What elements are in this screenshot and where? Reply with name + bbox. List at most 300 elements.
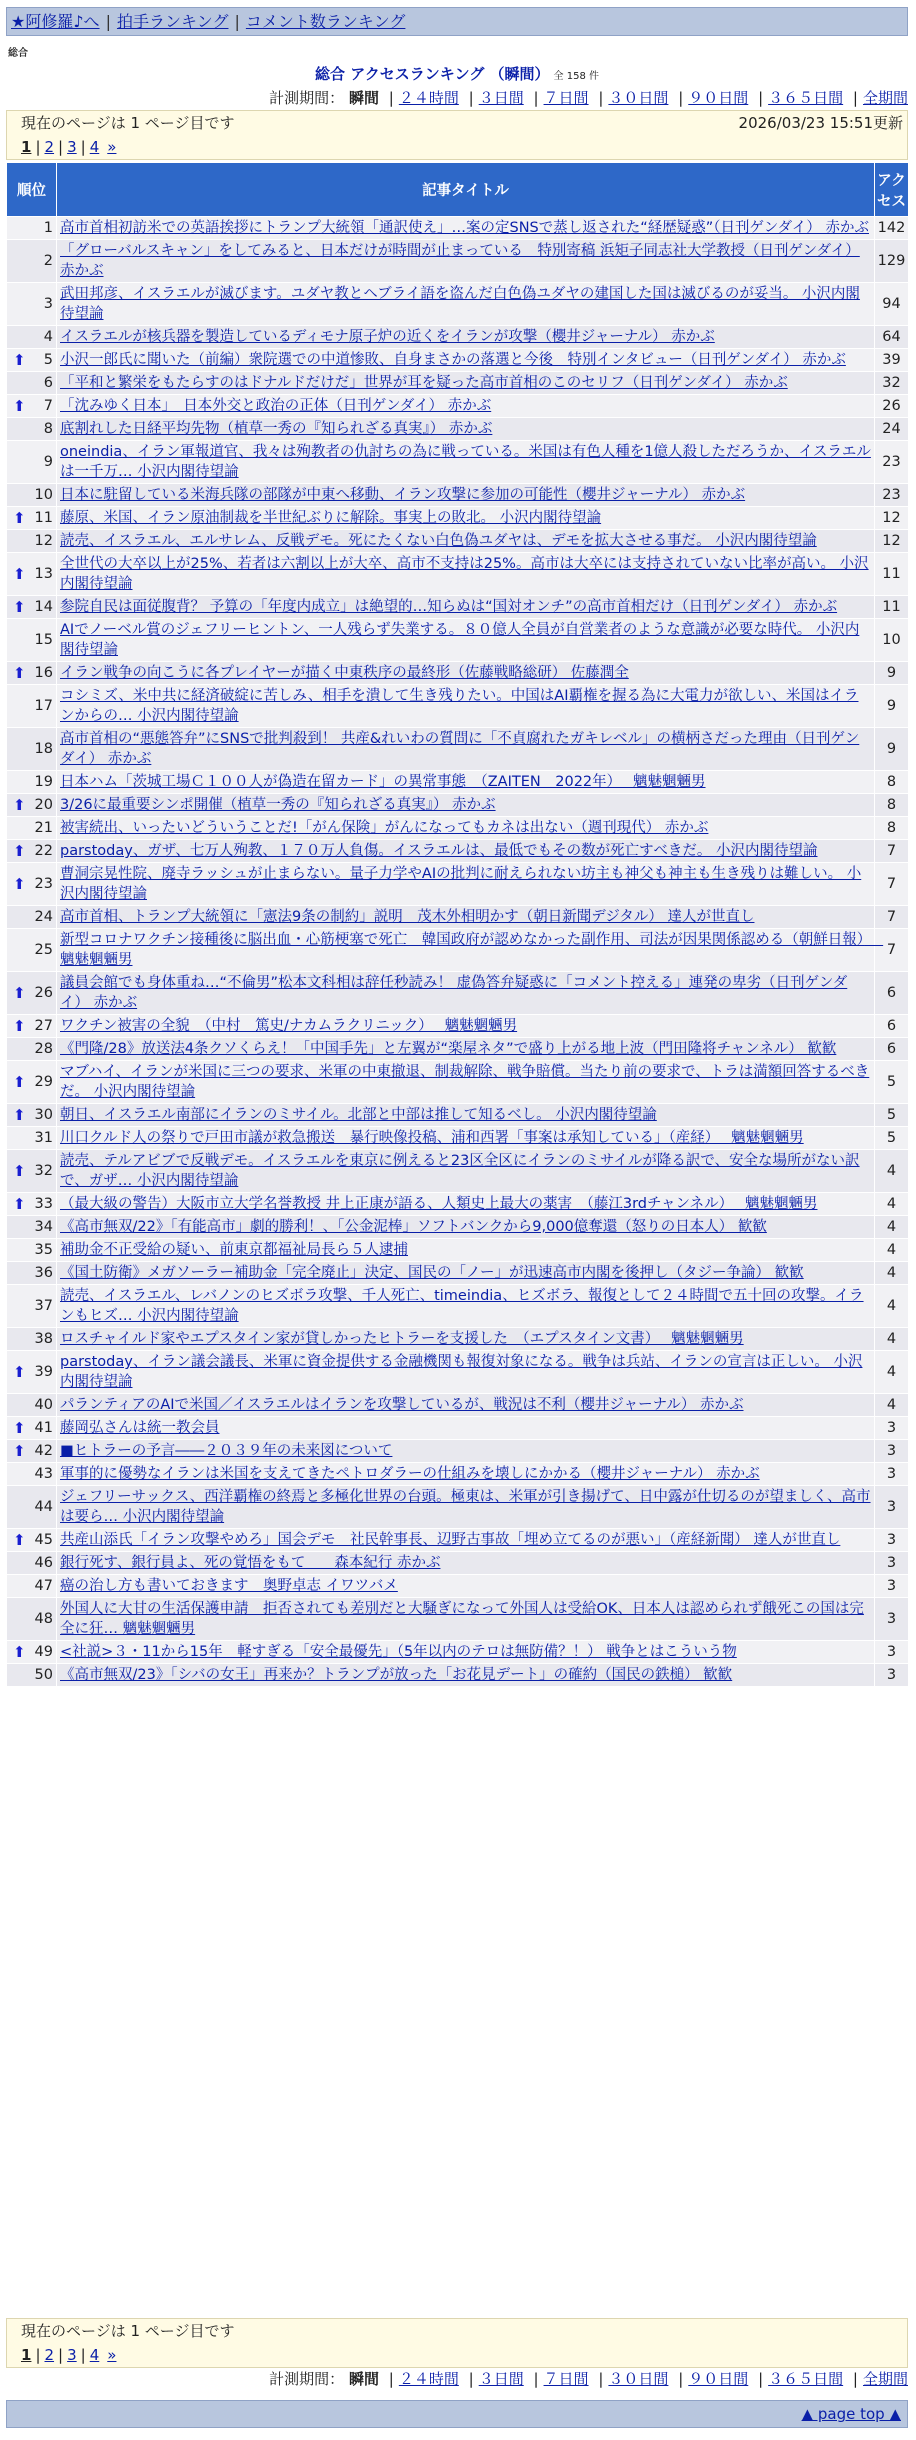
access-count: 4 xyxy=(875,1193,909,1216)
rank-cell xyxy=(7,395,57,418)
access-count: 8 xyxy=(875,794,909,817)
page-info-box-bottom xyxy=(6,2318,908,2368)
access-count: 11 xyxy=(875,553,909,596)
rank-cell xyxy=(7,817,57,840)
rank-cell xyxy=(7,1598,57,1641)
title-cell xyxy=(57,1328,875,1351)
access-count: 7 xyxy=(875,929,909,972)
rank-number: 45 xyxy=(34,1532,53,1548)
rank-cell xyxy=(7,794,57,817)
title-cell xyxy=(57,1127,875,1150)
title-cell xyxy=(57,395,875,418)
table-row xyxy=(7,771,909,794)
page-info: 現在のページは 1 ページ目です xyxy=(21,2322,235,2340)
pager-link-2[interactable]: 2 xyxy=(44,2346,55,2364)
access-count: 7 xyxy=(875,863,909,906)
rank-cell xyxy=(7,662,57,685)
title-cell xyxy=(57,596,875,619)
title-cell xyxy=(57,662,875,685)
rank-cell xyxy=(7,929,57,972)
article-title-link[interactable]: 高市首相初訪米での英語挨拶にトランプ大統領「通訳使え」…案の定SNSで蒸し返された“経歴疑惑”（日刊ゲンダイ） 赤かぶ xyxy=(60,220,869,236)
rank-cell xyxy=(7,906,57,929)
rank-cell xyxy=(7,1061,57,1104)
access-count: 7 xyxy=(875,906,909,929)
rank-number: 17 xyxy=(34,698,53,714)
rank-number: 34 xyxy=(34,1219,53,1235)
pager-link-2[interactable]: 2 xyxy=(44,138,55,156)
article-title-link[interactable]: 日本ハム「茨城工場Ｃ１００人が偽造在留カード」の異常事態 （ZAITEN 2022年） 魑魅魍魎男 xyxy=(60,774,706,790)
article-title-link[interactable]: ロスチャイルド家やエプスタイン家が貸しかったヒトラーを支援した （エプスタイン文書） 魑魅魍魎男 xyxy=(60,1331,744,1347)
title-cell xyxy=(57,1575,875,1598)
table-row xyxy=(7,906,909,929)
access-count: 12 xyxy=(875,530,909,553)
title-cell xyxy=(57,929,884,972)
rank-number: 44 xyxy=(34,1499,53,1515)
article-title-link[interactable]: 読売、テルアビブで反戦デモ。イスラエルを東京に例えると23区全区にイランのミサイルが降る訳で、安全な場所がない訳で、ガザ… 小沢内閣待望論 xyxy=(60,1153,860,1189)
access-count: 3 xyxy=(875,1598,909,1641)
title-cell xyxy=(57,217,875,240)
rank-cell xyxy=(7,507,57,530)
rank-number: 16 xyxy=(34,665,53,681)
period-link-24h[interactable]: ２４時間 xyxy=(398,2370,459,2388)
rank-number: 29 xyxy=(34,1074,53,1090)
page-top-link[interactable]: ▲ page top ▲ xyxy=(801,2405,901,2423)
table-row xyxy=(7,372,909,395)
table-row xyxy=(7,1463,909,1486)
rank-cell xyxy=(7,484,57,507)
rank-number: 6 xyxy=(43,375,53,391)
rank-number: 7 xyxy=(43,398,53,414)
article-title-link[interactable]: 「グローバルスキャン」をしてみると、日本だけが時間が止まっている 特別寄稿 浜矩子同志社大学教授（日刊ゲンダイ） 赤かぶ xyxy=(60,243,860,279)
table-row xyxy=(7,1552,909,1575)
access-count: 4 xyxy=(875,1216,909,1239)
rank-number: 13 xyxy=(34,566,53,582)
rank-cell xyxy=(7,1529,57,1552)
rank-up-arrow-icon: ⬆ xyxy=(13,1073,26,1091)
rank-up-arrow-icon: ⬆ xyxy=(13,796,26,814)
rank-cell xyxy=(7,1440,57,1463)
rank-up-arrow-icon: ⬆ xyxy=(13,664,26,682)
table-row xyxy=(7,1440,909,1463)
table-row xyxy=(7,1216,909,1239)
table-row xyxy=(7,817,909,840)
article-title-link[interactable]: 議員会館でも身体重ね…“不倫男”松本文科相は辞任秒読み！ 虚偽答弁疑惑に「コメント控える」連発の卑劣（日刊ゲンダイ） 赤かぶ xyxy=(60,975,848,1011)
access-count: 142 xyxy=(875,217,909,240)
pager-link-4[interactable]: 4 xyxy=(89,138,100,156)
table-row xyxy=(7,840,909,863)
title-cell xyxy=(57,794,875,817)
page-info-row xyxy=(7,2319,907,2343)
rank-number: 46 xyxy=(34,1555,53,1571)
rank-up-arrow-icon: ⬆ xyxy=(13,509,26,527)
period-selector-bottom: 計測期間： 瞬間 | ２４時間 | ３日間 | ７日間 | ３０日間 | ９０日間 | ３６５日間 | 全期間 xyxy=(269,2370,908,2388)
rank-cell xyxy=(7,685,57,728)
table-row xyxy=(7,217,909,240)
table-row xyxy=(7,1127,909,1150)
article-title-link[interactable]: oneindia、イラン軍報道官、我々は殉教者の仇討ちの為に戦っている。米国は有色人種を1億人殺しただろうか、イスラエルは一千万… 小沢内閣待望論 xyxy=(60,444,871,480)
article-title-link[interactable]: 読売、イスラエル、エルサレム、反戦デモ。死にたくない白色偽ユダヤは、デモを拡大させる事だ。 小沢内閣待望論 xyxy=(60,533,817,549)
table-row xyxy=(7,1486,909,1529)
title-cell xyxy=(57,1239,875,1262)
table-row xyxy=(7,1262,909,1285)
table-row xyxy=(7,484,909,507)
rank-cell xyxy=(7,217,57,240)
article-title-link[interactable]: 武田邦彦、イスラエルが滅びます。ユダヤ教とヘブライ語を盗んだ白色偽ユダヤの建国した国は滅びるのが妥当。 小沢内閣待望論 xyxy=(60,286,860,322)
access-count: 94 xyxy=(875,283,909,326)
article-title-link[interactable]: 新型コロナワクチン接種後に脳出血・心筋梗塞で死亡 韓国政府が認めなかった副作用、司法が因果関係認める（朝鮮日報） 魑魅魍魎男 xyxy=(60,932,884,968)
table-row xyxy=(7,1417,909,1440)
period-label: 計測期間： xyxy=(269,89,345,107)
period-link-24h[interactable]: ２４時間 xyxy=(398,89,459,107)
table-row xyxy=(7,1351,909,1394)
title-cell xyxy=(57,1641,875,1664)
table-row xyxy=(7,1285,909,1328)
article-title-link[interactable]: イスラエルが核兵器を製造しているディモナ原子炉の近くをイランが攻撃（櫻井ジャーナル） 赤かぶ xyxy=(60,329,715,345)
period-link-7d[interactable]: ７日間 xyxy=(543,89,589,107)
table-row xyxy=(7,1575,909,1598)
title-cell xyxy=(57,507,875,530)
table-row xyxy=(7,1038,909,1061)
article-title-link[interactable]: 日本に駐留している米海兵隊の部隊が中東へ移動、イラン攻撃に参加の可能性（櫻井ジャーナル） 赤かぶ xyxy=(60,487,746,503)
article-title-link[interactable]: 小沢一郎氏に聞いた（前編）衆院選での中道惨敗、自身まさかの落選と今後 特別インタビュー（日刊ゲンダイ） 赤かぶ xyxy=(60,352,846,368)
rank-cell xyxy=(7,1239,57,1262)
title-cell xyxy=(57,1285,875,1328)
rank-number: 14 xyxy=(34,599,53,615)
access-count: 3 xyxy=(875,1529,909,1552)
rank-number: 19 xyxy=(34,774,53,790)
article-title-link[interactable]: 朝日、イスラエル南部にイランのミサイル。北部と中部は推して知るべし。 小沢内閣待望論 xyxy=(60,1107,657,1123)
article-title-link[interactable]: ジェフリーサックス、西洋覇権の終焉と多極化世界の台頭。極東は、米軍が引き揚げて、日中露が仕切るのが望ましく、高市は要ら… 小沢内閣待望論 xyxy=(60,1489,871,1525)
access-count: 4 xyxy=(875,1328,909,1351)
rank-number: 22 xyxy=(34,843,53,859)
pager-link-3[interactable]: 3 xyxy=(67,138,77,156)
access-count: 3 xyxy=(875,1417,909,1440)
title-cell xyxy=(57,1463,875,1486)
period-current: 瞬間 xyxy=(348,89,379,107)
nav-separator: | xyxy=(234,12,240,31)
rank-number: 31 xyxy=(34,1130,53,1146)
title-cell xyxy=(57,240,875,283)
article-title-link[interactable]: 川口クルド人の祭りで戸田市議が救急搬送 暴行映像投稿、浦和西署「事案は承知している」（産経） 魑魅魍魎男 xyxy=(60,1130,804,1146)
rank-number: 35 xyxy=(34,1242,53,1258)
table-row xyxy=(7,507,909,530)
table-row xyxy=(7,863,909,906)
rank-number: 20 xyxy=(34,797,53,813)
access-count: 3 xyxy=(875,1440,909,1463)
access-count: 3 xyxy=(875,1552,909,1575)
rank-number: 49 xyxy=(34,1644,53,1660)
title-cell xyxy=(57,1193,875,1216)
period-link-3d[interactable]: ３日間 xyxy=(478,89,524,107)
article-title-link[interactable]: 「沈みゆく日本」 日本外交と政治の正体（日刊ゲンダイ） 赤かぶ xyxy=(60,398,492,414)
title-cell xyxy=(57,372,875,395)
article-title-link[interactable]: 曹洞宗晃性院、廃寺ラッシュが止まらない。量子力学やAIの批判に耐えられない坊主も神父も神主も生き残りは難しい。 小沢内閣待望論 xyxy=(60,866,862,902)
access-count: 9 xyxy=(875,662,909,685)
rank-number: 23 xyxy=(34,876,53,892)
access-count: 3 xyxy=(875,1664,909,1687)
rank-cell xyxy=(7,326,57,349)
access-count: 3 xyxy=(875,1463,909,1486)
article-title-link[interactable]: 共産山添氏「イラン攻撃やめろ」国会デモ 社民幹事長、辺野古事故「埋め立てるのが悪い」（産経新聞） 達人が世直し xyxy=(60,1532,841,1548)
rank-number: 28 xyxy=(34,1041,53,1057)
title-cell xyxy=(57,1598,875,1641)
rank-number: 9 xyxy=(43,454,53,470)
article-title-link[interactable]: 癌の治し方も書いておきます 奥野卓志 イワツバメ xyxy=(60,1578,398,1594)
page-info-box-top xyxy=(6,110,908,160)
page-title-line xyxy=(6,63,908,84)
article-title-link[interactable]: parstoday、ガザ、七万人殉教、１７０万人負傷。イスラエルは、最低でもその数が死亡すべきだ。 小沢内閣待望論 xyxy=(60,843,818,859)
rank-cell xyxy=(7,840,57,863)
article-title-link[interactable]: 全世代の大卒以上が25%、若者は六割以上が大卒、高市不支持は25%。高市は大卒には支持されていない比率が高い。 小沢内閣待望論 xyxy=(60,556,869,592)
access-count: 3 xyxy=(875,1641,909,1664)
access-count: 7 xyxy=(875,840,909,863)
article-title-link[interactable]: イラン戦争の向こうに各プレイヤーが描く中東秩序の最終形（佐藤戦略総研） 佐藤潤全 xyxy=(60,665,629,681)
table-row xyxy=(7,1328,909,1351)
rank-cell xyxy=(7,1463,57,1486)
title-cell xyxy=(57,1351,875,1394)
rank-cell xyxy=(7,418,57,441)
access-count: 11 xyxy=(875,596,909,619)
rank-number: 2 xyxy=(43,253,53,269)
period-link-7d[interactable]: ７日間 xyxy=(543,2370,589,2388)
rank-number: 41 xyxy=(34,1420,53,1436)
table-row xyxy=(7,1193,909,1216)
article-title-link[interactable]: マブハイ、イランが米国に三つの要求、米軍の中東撤退、制裁解除、戦争賠償。当たり前の要求で、トラは満額回答するべきだ。 小沢内閣待望論 xyxy=(60,1064,870,1100)
period-link-365d[interactable]: ３６５日間 xyxy=(768,89,844,107)
article-title-link[interactable]: 銀行死す、銀行員よ、死の覚悟をもて 森本紀行 赤かぶ xyxy=(60,1555,441,1571)
access-count: 129 xyxy=(875,240,909,283)
access-count: 12 xyxy=(875,507,909,530)
period-link-90d[interactable]: ９０日間 xyxy=(688,2370,749,2388)
article-title-link[interactable]: 「平和と繁栄をもたらすのはドナルドだけだ」世界が耳を疑った高市首相のこのセリフ（日刊ゲンダイ） 赤かぶ xyxy=(60,375,788,391)
title-cell xyxy=(57,1262,875,1285)
nav-link-comment-ranking[interactable]: コメント数ランキング xyxy=(245,12,406,31)
table-row xyxy=(7,972,909,1015)
rank-up-arrow-icon: ⬆ xyxy=(13,397,26,415)
rank-up-arrow-icon: ⬆ xyxy=(13,1363,26,1381)
title-cell xyxy=(57,530,875,553)
nav-link-applause-ranking[interactable]: 拍手ランキング xyxy=(116,12,229,31)
title-cell xyxy=(57,349,875,372)
article-title-link[interactable]: <社説>３・11から15年 軽すぎる「安全最優先」（5年以内のテロは無防備？！） 戦争とはこういう物 xyxy=(60,1644,737,1660)
table-row xyxy=(7,1061,909,1104)
article-title-link[interactable]: コシミズ、米中共に経済破綻に苦しみ、相手を潰して生き残りたい。中国はAI覇権を握る為に大電力が欲しい、米国はイランからの… 小沢内閣待望論 xyxy=(60,688,859,724)
rank-cell xyxy=(7,771,57,794)
article-title-link[interactable]: 参院自民は面従腹背？ 予算の「年度内成立」は絶望的…知らぬは“国対オンチ”の高市首相だけ（日刊ゲンダイ） 赤かぶ xyxy=(60,599,838,615)
access-count: 26 xyxy=(875,395,909,418)
article-title-link[interactable]: ワクチン被害の全貌 （中村 篤史/ナカムラクリニック） 魑魅魍魎男 xyxy=(60,1018,518,1034)
rank-number: 32 xyxy=(34,1163,53,1179)
period-link-all[interactable]: 全期間 xyxy=(862,89,908,107)
article-title-link[interactable]: 《高市無双/22》「有能高市」劇的勝利！、「公金泥棒」ソフトバンクから9,000億奪還（怒りの日本人） 歓歓 xyxy=(60,1219,767,1235)
access-count: 3 xyxy=(875,1486,909,1529)
rank-number: 50 xyxy=(34,1667,53,1683)
rank-up-arrow-icon: ⬆ xyxy=(13,1643,26,1661)
rank-number: 26 xyxy=(34,985,53,1001)
rank-cell xyxy=(7,1038,57,1061)
rank-number: 11 xyxy=(34,510,53,526)
rank-cell xyxy=(7,372,57,395)
period-link-30d[interactable]: ３０日間 xyxy=(608,89,669,107)
article-title-link[interactable]: 高市首相の“悪態答弁”にSNSで批判殺到！ 共産&れいわの質問に「不貞腐れたガキレベル」の横柄さだった理由（日刊ゲンダイ） 赤かぶ xyxy=(60,731,860,767)
pager-link-4[interactable]: 4 xyxy=(89,2346,100,2364)
rank-up-arrow-icon: ⬆ xyxy=(13,598,26,616)
article-title-link[interactable]: パランティアのAIで米国／イスラエルはイランを攻撃しているが、戦況は不利（櫻井ジャーナル） 赤かぶ xyxy=(60,1397,744,1413)
title-cell xyxy=(57,484,875,507)
table-row xyxy=(7,728,909,771)
section-label: 総合 xyxy=(8,48,28,59)
article-title-link[interactable]: 軍事的に優勢なイランは米国を支えてきたペトロダラーの仕組みを壊しにかかる（櫻井ジャーナル） 赤かぶ xyxy=(60,1466,760,1482)
access-count: 6 xyxy=(875,972,909,1015)
article-title-link[interactable]: AIでノーベル賞のジェフリーヒントン、一人残らず失業する。８０億人全員が自営業者のような意識が必要な時代。 小沢内閣待望論 xyxy=(60,622,860,658)
rank-up-arrow-icon: ⬆ xyxy=(13,1419,26,1437)
title-cell xyxy=(57,326,875,349)
access-count: 4 xyxy=(875,1262,909,1285)
article-title-link[interactable]: 被害続出、いったいどういうことだ!「がん保険」がんになってもカネは出ない（週刊現代） 赤かぶ xyxy=(60,820,709,836)
article-title-link[interactable]: 《門隆/28》放送法4条クソくらえ！「中国手先」と左翼が“楽屋ネタ”で盛り上がる地上波（門田隆将チャンネル） 歓歓 xyxy=(60,1041,837,1057)
rank-number: 37 xyxy=(34,1298,53,1314)
article-title-link[interactable]: parstoday、イラン議会議長、米軍に資金提供する金融機関も報復対象になる。戦争は兵站、イランの宣言は正しい。 小沢内閣待望論 xyxy=(60,1354,863,1390)
table-row xyxy=(7,1664,909,1687)
period-label: 計測期間： xyxy=(269,2370,345,2388)
rank-cell xyxy=(7,972,57,1015)
access-count: 4 xyxy=(875,1351,909,1394)
period-link-30d[interactable]: ３０日間 xyxy=(608,2370,669,2388)
table-row xyxy=(7,929,909,972)
table-row xyxy=(7,1394,909,1417)
rank-number: 5 xyxy=(43,352,53,368)
rank-cell xyxy=(7,1015,57,1038)
table-row xyxy=(7,326,909,349)
rank-up-arrow-icon: ⬆ xyxy=(13,1195,26,1213)
title-cell xyxy=(57,1552,875,1575)
table-row xyxy=(7,349,909,372)
table-row xyxy=(7,662,909,685)
pager-next[interactable]: » xyxy=(107,138,117,156)
header-title: 記事タイトル xyxy=(57,163,875,217)
rank-number: 47 xyxy=(34,1578,53,1594)
rank-number: 4 xyxy=(43,329,53,345)
rank-cell xyxy=(7,1262,57,1285)
rank-cell xyxy=(7,441,57,484)
footer-bar xyxy=(6,2400,908,2428)
article-title-link[interactable]: 補助金不正受給の疑い、前東京都福祉局長ら５人逮捕 xyxy=(60,1242,408,1258)
rank-number: 18 xyxy=(34,741,53,757)
table-row xyxy=(7,1015,909,1038)
rank-cell xyxy=(7,1394,57,1417)
rank-cell xyxy=(7,283,57,326)
title-cell xyxy=(57,1038,875,1061)
rank-cell xyxy=(7,1664,57,1687)
period-link-3d[interactable]: ３日間 xyxy=(478,2370,524,2388)
access-count: 3 xyxy=(875,1575,909,1598)
table-row xyxy=(7,1641,909,1664)
access-count: 5 xyxy=(875,1127,909,1150)
period-link-365d[interactable]: ３６５日間 xyxy=(768,2370,844,2388)
rank-number: 10 xyxy=(34,487,53,503)
rank-cell xyxy=(7,1641,57,1664)
access-count: 4 xyxy=(875,1394,909,1417)
rank-cell xyxy=(7,1486,57,1529)
rank-up-arrow-icon: ⬆ xyxy=(13,1106,26,1124)
rank-up-arrow-icon: ⬆ xyxy=(13,1017,26,1035)
article-title-link[interactable]: 《高市無双/23》「シバの女王」再来か？トランプが放った「お花見デート」の確約（国民の鉄槌） 歓歓 xyxy=(60,1667,733,1683)
rank-number: 8 xyxy=(43,421,53,437)
article-title-link[interactable]: ■ヒトラーの予言――２０３９年の未来図について xyxy=(60,1443,393,1459)
rank-number: 33 xyxy=(34,1196,53,1212)
table-row xyxy=(7,794,909,817)
table-row xyxy=(7,240,909,283)
rank-number: 43 xyxy=(34,1466,53,1482)
article-title-link[interactable]: 底割れした日経平均先物（植草一秀の『知られざる真実』） 赤かぶ xyxy=(60,421,493,437)
title-cell xyxy=(57,863,875,906)
rank-cell xyxy=(7,553,57,596)
ranking-table xyxy=(6,162,909,1687)
title-cell xyxy=(57,1394,875,1417)
access-count: 8 xyxy=(875,771,909,794)
title-cell xyxy=(57,441,875,484)
rank-up-arrow-icon: ⬆ xyxy=(13,984,26,1002)
article-title-link[interactable]: 3/26に最重要シンポ開催（植草一秀の『知られざる真実』） 赤かぶ xyxy=(60,797,496,813)
table-row xyxy=(7,596,909,619)
pager-bottom: 1 | 2 | 3 | 4 » xyxy=(21,2346,117,2364)
access-count: 23 xyxy=(875,441,909,484)
header-count: アクセス xyxy=(875,163,909,217)
title-cell xyxy=(57,1440,875,1463)
period-link-90d[interactable]: ９０日間 xyxy=(688,89,749,107)
article-title-link[interactable]: 外国人に大甘の生活保護申請 拒否されても差別だと大騒ぎになって外国人は受給OK、日本人は認められず餓死この国は完全に狂… 魑魅魍魎男 xyxy=(60,1601,864,1637)
rank-cell xyxy=(7,1150,57,1193)
access-count: 6 xyxy=(875,1015,909,1038)
rank-cell xyxy=(7,1216,57,1239)
rank-cell xyxy=(7,1351,57,1394)
rank-cell xyxy=(7,1328,57,1351)
rank-number: 42 xyxy=(34,1443,53,1459)
pager-link-3[interactable]: 3 xyxy=(67,2346,77,2364)
article-title-link[interactable]: 藤岡弘さんは統一教会員 xyxy=(60,1420,220,1436)
rank-number: 48 xyxy=(34,1611,53,1627)
rank-number: 39 xyxy=(34,1364,53,1380)
table-row xyxy=(7,1104,909,1127)
rank-cell xyxy=(7,1104,57,1127)
title-cell xyxy=(57,840,875,863)
ranking-body xyxy=(7,217,909,1687)
title-cell xyxy=(57,906,875,929)
title-cell xyxy=(57,972,875,1015)
article-title-link[interactable]: 読売、イスラエル、レバノンのヒズボラ攻撃、千人死亡、timeindia、ヒズボラ、報復として２４時間で五十回の攻撃。イランもヒズ… 小沢内閣待望論 xyxy=(60,1288,864,1324)
article-title-link[interactable]: 《国土防衛》メガソーラー補助金「完全廃止」決定、国民の「ノー」が迅速高市内閣を後押し（タジー争論） 歓歓 xyxy=(60,1265,804,1281)
article-title-link[interactable]: （最大級の警告）大阪市立大学名誉教授 井上正康が語る、人類史上最大の薬害 （藤江3rdチャンネル） 魑魅魍魎男 xyxy=(60,1196,818,1212)
article-title-link[interactable]: 高市首相、トランプ大統領に「憲法9条の制約」説明 茂木外相明かす（朝日新聞デジタル） 達人が世直し xyxy=(60,909,755,925)
article-title-link[interactable]: 藤原、米国、イラン原油制裁を半世紀ぶりに解除。事実上の敗北。 小沢内閣待望論 xyxy=(60,510,602,526)
rank-cell xyxy=(7,530,57,553)
pager-current: 1 xyxy=(21,138,32,156)
rank-cell xyxy=(7,863,57,906)
title-cell xyxy=(57,1061,875,1104)
rank-number: 38 xyxy=(34,1331,53,1347)
title-cell xyxy=(57,1664,875,1687)
pager-next[interactable]: » xyxy=(107,2346,117,2364)
pager-top: 1 | 2 | 3 | 4 » xyxy=(21,138,117,156)
rank-number: 21 xyxy=(34,820,53,836)
rank-number: 1 xyxy=(43,220,53,236)
access-count: 9 xyxy=(875,685,909,728)
access-count: 4 xyxy=(875,1285,909,1328)
table-row xyxy=(7,1598,909,1641)
period-link-all[interactable]: 全期間 xyxy=(862,2370,908,2388)
nav-link-home[interactable]: ★阿修羅♪へ xyxy=(11,12,100,31)
rank-number: 15 xyxy=(34,632,53,648)
